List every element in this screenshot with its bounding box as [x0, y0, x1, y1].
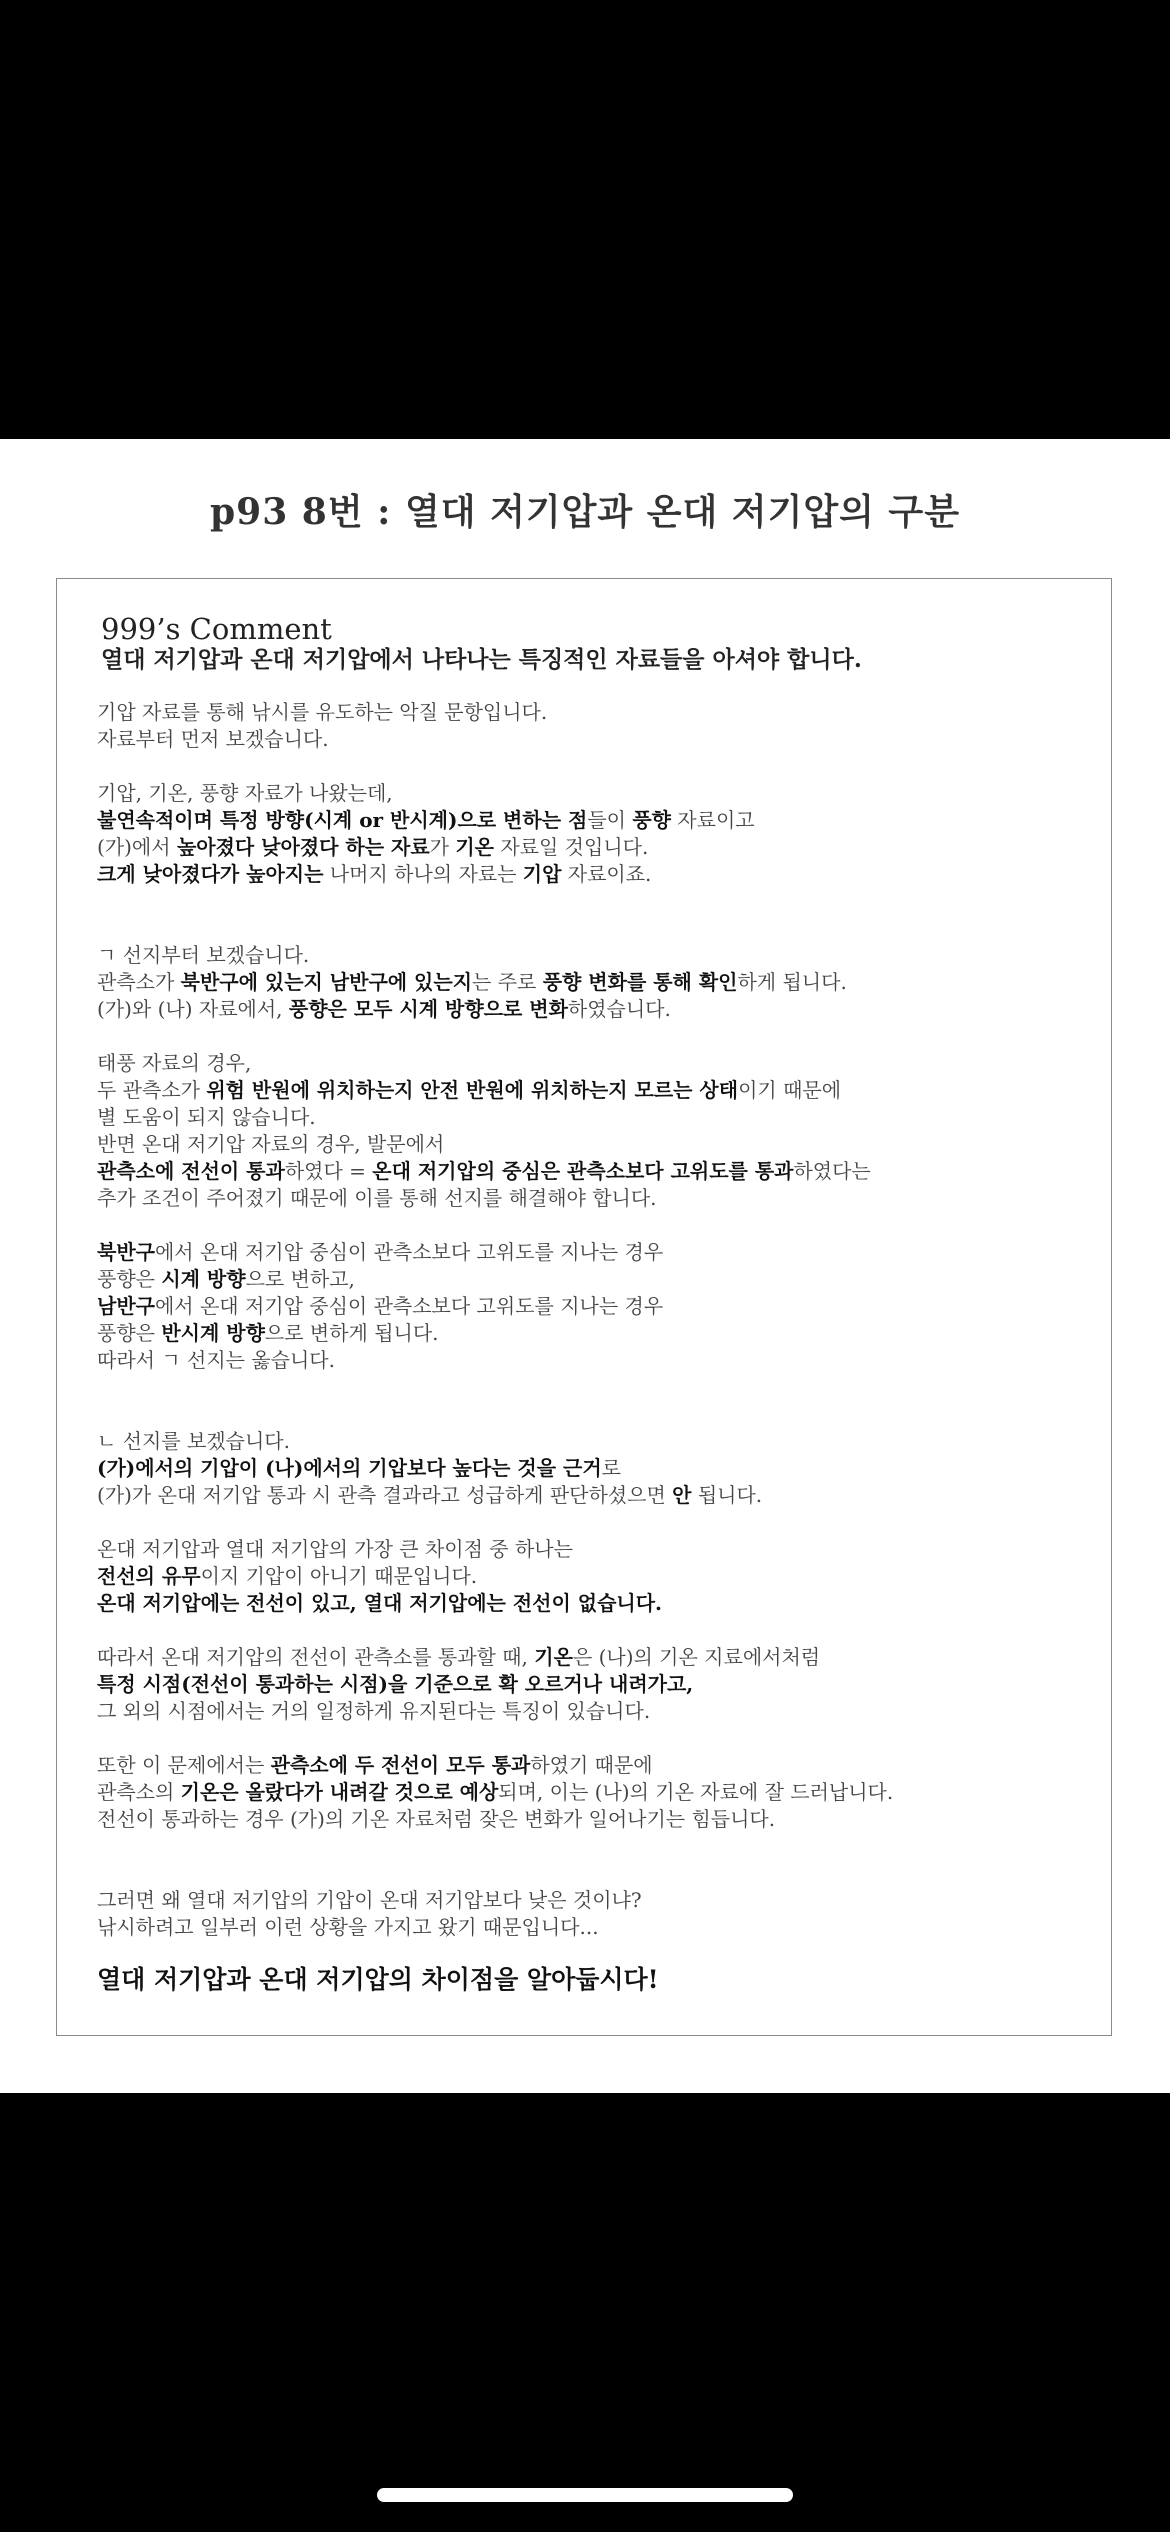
- text-line: 풍향은 반시계 방향으로 변하게 됩니다.: [97, 1321, 439, 1345]
- text-line: 온대 저기압에는 전선이 있고, 열대 저기압에는 전선이 없습니다.: [97, 1591, 662, 1615]
- text-line: ㄱ 선지부터 보겠습니다.: [97, 943, 310, 967]
- comment-headline: 열대 저기압과 온대 저기압에서 나타나는 특징적인 자료들을 아셔야 합니다.: [101, 646, 862, 673]
- text-line: 두 관측소가 위험 반원에 위치하는지 안전 반원에 위치하는지 모르는 상태이기 때문에: [97, 1078, 842, 1102]
- text-line: 전선이 통과하는 경우 (가)의 기온 자료처럼 잦은 변화가 일어나기는 힘듭니다.: [97, 1807, 776, 1831]
- page-title: p93 8번 : 열대 저기압과 온대 저기압의 구분: [210, 491, 960, 533]
- text-line: 태풍 자료의 경우,: [97, 1051, 252, 1075]
- text-line: 풍향은 시계 방향으로 변하고,: [97, 1267, 355, 1291]
- text-line: 따라서 온대 저기압의 전선이 관측소를 통과할 때, 기온은 (나)의 기온 지료에서처럼: [97, 1645, 821, 1669]
- text-line: 그러면 왜 열대 저기압의 기압이 온대 저기압보다 낮은 것이냐?: [97, 1888, 642, 1912]
- text-line: 기압, 기온, 풍향 자료가 나왔는데,: [97, 781, 393, 805]
- paragraph-choice-b: [97, 1428, 1071, 1509]
- text-line: 북반구에서 온대 저기압 중심이 관측소보다 고위도를 지나는 경우: [97, 1240, 664, 1264]
- text-line: (가)에서의 기압이 (나)에서의 기압보다 높다는 것을 근거로: [97, 1456, 621, 1480]
- comment-title: 999’s Comment: [101, 612, 332, 646]
- text-line: 불연속적이며 특정 방향(시계 or 반시계)으로 변하는 점들이 풍향 자료이고: [97, 808, 755, 832]
- text-line: 남반구에서 온대 저기압 중심이 관측소보다 고위도를 지나는 경우: [97, 1294, 664, 1318]
- text-line: 반면 온대 저기압 자료의 경우, 발문에서: [97, 1132, 445, 1156]
- paragraph-choice-a: [97, 942, 1071, 1023]
- paragraph-temperature: [97, 1644, 1071, 1725]
- text-line: 자료부터 먼저 보겠습니다.: [97, 727, 329, 751]
- paragraph-why: [97, 1887, 1071, 1941]
- text-line: 따라서 ㄱ 선지는 옳습니다.: [97, 1348, 335, 1372]
- text-line: 낚시하려고 일부러 이런 상황을 가지고 왔기 때문입니다...: [97, 1915, 599, 1939]
- text-line: (가)에서 높아졌다 낮아졌다 하는 자료가 기온 자료일 것입니다.: [97, 835, 649, 859]
- paragraph-front-difference: [97, 1536, 1071, 1617]
- text-line: (가)가 온대 저기압 통과 시 관측 결과라고 성급하게 판단하셨으면 안 됩니다.: [97, 1483, 763, 1507]
- paragraph-intro: [97, 699, 1071, 753]
- text-line: 관측소에 전선이 통과하였다 = 온대 저기압의 중심은 관측소보다 고위도를 통과하였다는: [97, 1159, 871, 1183]
- text-line: 관측소가 북반구에 있는지 남반구에 있는지는 주로 풍향 변화를 통해 확인하게 됩니다.: [97, 970, 847, 994]
- text-line: 기압 자료를 통해 낚시를 유도하는 악질 문항입니다.: [97, 700, 548, 724]
- text-line: 또한 이 문제에서는 관측소에 두 전선이 모두 통과하였기 때문에: [97, 1753, 653, 1777]
- paragraph-data-types: [97, 780, 1071, 888]
- text-line: 특정 시점(전선이 통과하는 시점)을 기준으로 확 오르거나 내려가고,: [97, 1672, 694, 1696]
- text-line: (가)와 (나) 자료에서, 풍향은 모두 시계 방향으로 변화하였습니다.: [97, 997, 671, 1021]
- home-indicator[interactable]: [377, 2488, 793, 2502]
- text-line: 온대 저기압과 열대 저기압의 가장 큰 차이점 중 하나는: [97, 1537, 573, 1561]
- text-line: 그 외의 시점에서는 거의 일정하게 유지된다는 특징이 있습니다.: [97, 1699, 651, 1723]
- text-line: 전선의 유무이지 기압이 아니기 때문입니다.: [97, 1564, 478, 1588]
- text-line: ㄴ 선지를 보겠습니다.: [97, 1429, 290, 1453]
- paragraph-two-fronts: [97, 1752, 1071, 1833]
- document-page: [0, 439, 1170, 2093]
- text-line: 별 도움이 되지 않습니다.: [97, 1105, 316, 1129]
- closing-statement: 열대 저기압과 온대 저기압의 차이점을 알아둡시다!: [97, 1965, 659, 1994]
- text-line: 추가 조건이 주어졌기 때문에 이를 통해 선지를 해결해야 합니다.: [97, 1186, 657, 1210]
- comment-box: [56, 578, 1112, 2036]
- paragraph-hemisphere: [97, 1239, 1071, 1374]
- text-line: 크게 낮아졌다가 높아지는 나머지 하나의 자료는 기압 자료이죠.: [97, 862, 652, 886]
- paragraph-typhoon: [97, 1050, 1071, 1212]
- text-line: 관측소의 기온은 올랐다가 내려갈 것으로 예상되며, 이는 (나)의 기온 자료에 잘 드러납니다.: [97, 1780, 894, 1804]
